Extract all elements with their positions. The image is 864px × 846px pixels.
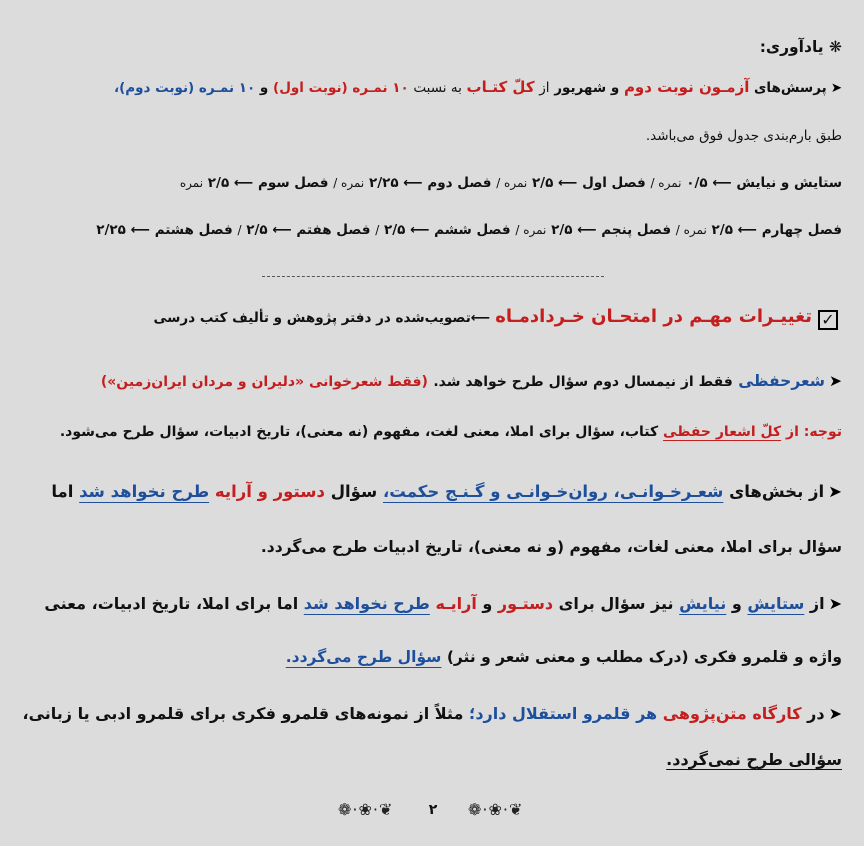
b2-grammar: دستور و آرایه — [214, 482, 325, 501]
reminder-heading — [22, 38, 842, 56]
b2-text-c: سؤال — [330, 482, 378, 501]
intro-score-2: ۱۰ نمـره — [198, 80, 256, 96]
arrow-bullet-icon: ➤ — [828, 704, 842, 723]
b4-in: در — [807, 704, 825, 723]
changes-heading: ✓تغییـرات مهـم در امتحـان خـردادمـاه ⟵تصویب‌شده در دفتر پژوهش و تألیف کتب درسی — [22, 306, 838, 330]
b3-prayer: نیایش — [679, 594, 727, 613]
arrow-bullet-icon: ➤ — [830, 80, 842, 96]
changes-title: تغییـرات مهـم در امتحـان خـردادمـاه — [495, 306, 812, 327]
b3-praise: ستایش — [747, 594, 805, 613]
b4-text: مثلاً از نمونه‌های قلمرو فکری برای قلمرو ادبی یا زبانی، — [22, 704, 464, 723]
scores-row-2 — [22, 222, 842, 238]
intro-month: شهریور — [554, 80, 607, 96]
scores-row-1 — [22, 175, 842, 191]
note-text: کتاب، سؤال برای املا، معنی لغت، مفهوم (نه معنی)، تاریخ ادبیات، سؤال طرح می‌شود. — [59, 424, 659, 440]
page-number: ۲ — [428, 802, 438, 818]
reminder-title: یادآوری: — [759, 38, 824, 56]
bullet-2-line-1 — [22, 482, 842, 501]
score-item: فصل هفتم ⟵ ۲/۵ / — [237, 222, 371, 238]
b2-not-designed: طرح نخواهد شد — [79, 482, 210, 501]
bullet-4-line-1 — [22, 704, 842, 723]
bullet-4-line-2 — [22, 750, 842, 769]
ornament-icon: ❦·❀·❁ — [468, 800, 524, 819]
score-item: فصل هشتم ⟵ ۲/۲۵ — [96, 222, 233, 238]
divider — [262, 276, 604, 277]
b3-and: و — [731, 594, 742, 613]
b1-text: فقط از نیمسال دوم سؤال طرح خواهد شد. — [433, 374, 733, 390]
intro-first-term: (نوبت اول) — [273, 80, 348, 96]
bullet-3-line-2 — [22, 648, 842, 666]
b4-workshop: کارگاه متن‌پژوهی — [662, 704, 802, 723]
b3-question-designed: سؤال طرح می‌گردد. — [285, 648, 442, 666]
arrow-bullet-icon: ➤ — [828, 482, 842, 501]
intro-from: از — [539, 80, 550, 96]
changes-subtitle: تصویب‌شده در دفتر پژوهش و تألیف کتب درسی — [153, 310, 471, 326]
score-item: فصل دوم ⟵ ۲/۲۵ نمره / — [333, 175, 492, 191]
score-item: فصل پنجم ⟵ ۲/۵ نمره / — [515, 222, 672, 238]
intro-text: پرسش‌های — [754, 80, 827, 96]
b2-sections: شعـرخـوانـی، روان‌خـوانـی و گـنـج حکمت، — [382, 482, 724, 501]
b2-text-a: از بخش‌های — [729, 482, 825, 501]
b3-and-2: و — [482, 594, 493, 613]
intro-exam: آزمـون نوبت دوم — [623, 78, 750, 96]
intro-score-1: ۱۰ نمـره — [352, 80, 409, 96]
b3-from: از — [809, 594, 825, 613]
score-item: فصل اول ⟵ ۲/۵ نمره / — [496, 175, 646, 191]
intro-line-1 — [22, 78, 842, 96]
intro-book: کلّ کتـاب — [466, 78, 535, 96]
b4-no-question: سؤالی طرح نمی‌گردد. — [666, 750, 842, 769]
note-line — [22, 424, 842, 440]
b3-text: نیز سؤال برای — [558, 594, 674, 613]
b3-not-designed: طرح نخواهد شد — [303, 594, 430, 613]
intro-ratio: به نسبت — [413, 80, 462, 96]
star-icon: ❋ — [829, 38, 842, 56]
bullet-3-line-1 — [22, 594, 842, 613]
b1-note: (فقط شعرخوانی «دلیران و مردان ایران‌زمین») — [100, 374, 428, 390]
score-item: ستایش و نیایش ⟵ ۰/۵ نمره / — [650, 175, 842, 191]
intro-and-2: و — [259, 80, 269, 96]
intro-line-2: طبق بارم‌بندی جدول فوق می‌باشد. — [645, 128, 842, 144]
b4-independent: هر قلمرو استقلال دارد؛ — [468, 704, 658, 723]
score-item: فصل ششم ⟵ ۲/۵ / — [375, 222, 511, 238]
score-item: فصل سوم ⟵ ۲/۵ نمره — [179, 175, 329, 191]
bullet-2-line-2: سؤال برای املا، معنی لغات، مفهوم (و نه معنی)، تاریخ ادبیات طرح می‌گردد. — [260, 538, 842, 556]
note-all-poems: کلّ اشعار حفظی — [663, 424, 782, 440]
b3-text-2: اما برای املا، تاریخ ادبیات، معنی — [44, 594, 299, 613]
intro-and: و — [610, 80, 620, 96]
b3-grammar: دستـور — [497, 594, 554, 613]
intro-second-term: (نوبت دوم)، — [113, 80, 195, 96]
b2-but: اما — [51, 482, 74, 501]
arrow-bullet-icon: ➤ — [829, 372, 842, 390]
arrow-bullet-icon: ➤ — [828, 594, 842, 613]
ornament-icon: ❦·❀·❁ — [338, 800, 394, 819]
score-item: فصل چهارم ⟵ ۲/۵ نمره / — [675, 222, 842, 238]
b3-line2-text: واژه و قلمرو فکری (درک مطلب و معنی شعر و نثر) — [446, 648, 842, 666]
b3-rhetoric: آرایـه — [435, 594, 477, 613]
note-label: توجه: از — [786, 424, 842, 440]
checkbox-icon: ✓ — [818, 310, 838, 330]
bullet-1 — [22, 372, 842, 390]
b1-memorize: شعرحفظی — [738, 372, 825, 390]
